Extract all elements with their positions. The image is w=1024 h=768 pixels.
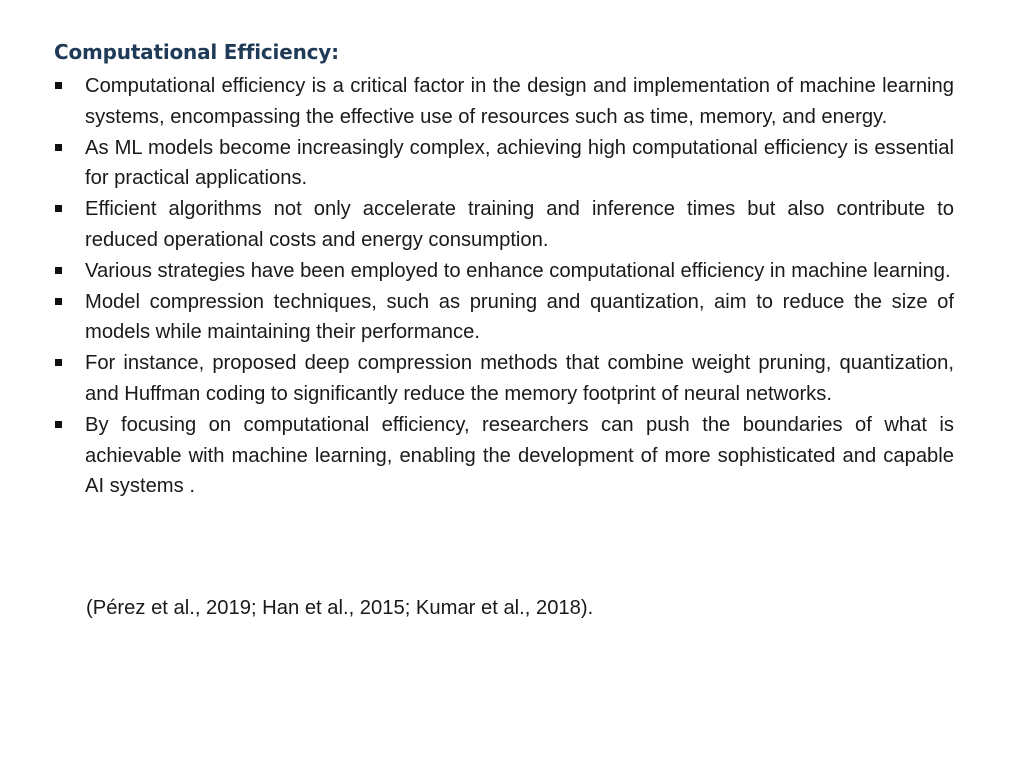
bullet-item [54,194,954,256]
square-bullet-icon [55,82,62,89]
square-bullet-icon [55,359,62,366]
bullet-item [54,71,954,133]
bullet-item [54,348,954,410]
bullet-list [54,71,954,502]
square-bullet-icon [55,205,62,212]
bullet-item [54,133,954,195]
square-bullet-icon [55,144,62,151]
bullet-item [54,256,954,287]
bullet-text: For instance, proposed deep compression methods that combine weight pruning, quantization, and Huffman coding to significantly reduce the memory footprint of neural networks. [85,352,954,405]
bullet-text: Various strategies have been employed to enhance computational efficiency in machine learning. [85,259,951,282]
slide-title: Computational Efficiency: [54,40,339,64]
bullet-item [54,287,954,349]
square-bullet-icon [55,267,62,274]
bullet-text: By focusing on computational efficiency, researchers can push the boundaries of what is achievable with machine learning, enabling the development of more sophisticated and capable AI systems . [85,413,954,498]
bullet-text: Computational efficiency is a critical factor in the design and implementation of machine learning systems, encompassing the effective use of resources such as time, memory, and energy. [85,75,954,128]
square-bullet-icon [55,421,62,428]
bullet-text: Efficient algorithms not only accelerate training and inference times but also contribute to reduced operational costs and energy consumption. [85,198,954,251]
square-bullet-icon [55,298,62,305]
bullet-text: As ML models become increasingly complex, achieving high computational efficiency is essential for practical applications. [85,136,954,190]
bullet-text: Model compression techniques, such as pruning and quantization, aim to reduce the size of models while maintaining their performance. [85,290,954,344]
citation: (Pérez et al., 2019; Han et al., 2015; Kumar et al., 2018). [86,597,594,619]
bullet-item [54,410,954,502]
